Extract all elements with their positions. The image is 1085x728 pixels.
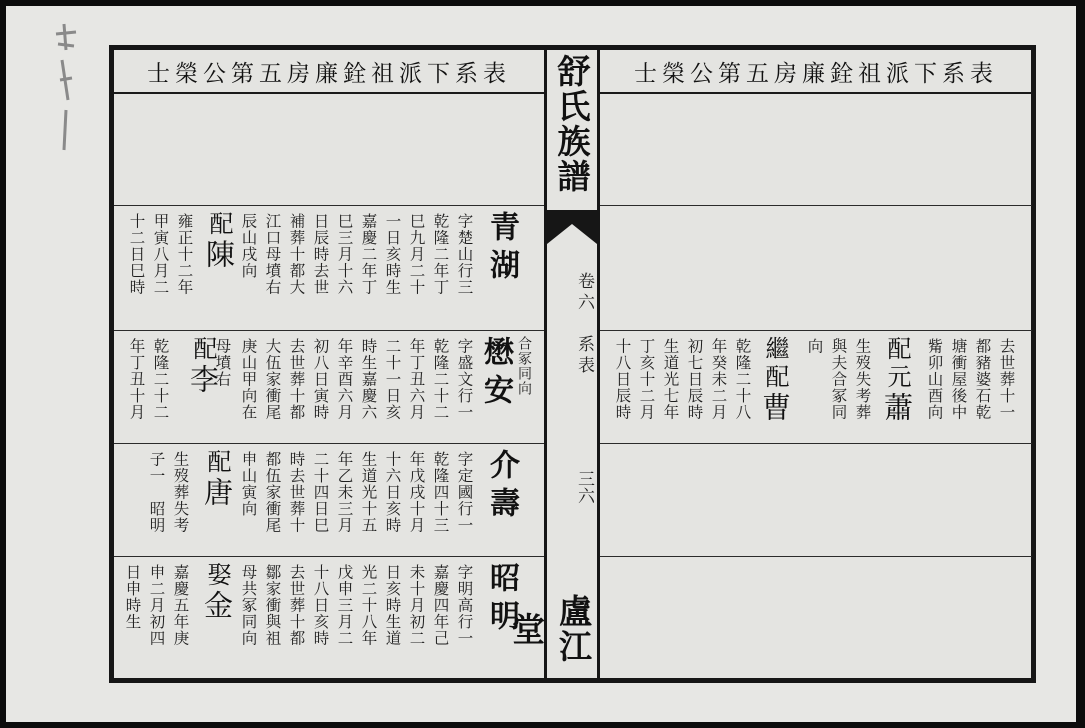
genealogy-entry (114, 207, 544, 329)
margin-stamp-mark (46, 20, 86, 160)
spouse-prefix: 配 (203, 449, 231, 477)
spouse-info-line: 年癸未二月 (709, 338, 728, 421)
bio-line: 未十月初二 (407, 564, 426, 647)
bio-line: 補葬十都大 (287, 213, 306, 296)
person-name: 介壽 (484, 449, 519, 525)
row-divider (114, 556, 544, 557)
genealogy-entry (114, 332, 544, 442)
bio-line: 年辛酉六月 (335, 338, 354, 421)
row-divider (600, 556, 1032, 557)
bio-line: 大伍家衝尾 (263, 338, 282, 421)
row-divider (600, 443, 1032, 444)
bio-line: 時去世葬十 (287, 451, 306, 534)
spouse-info-line: 與夫合冢同 (829, 338, 848, 421)
spouse-info-line: 乾隆二十八 (733, 338, 752, 421)
spouse-info-line: 丁亥十二月 (637, 338, 656, 421)
spouse-prefix: 配元 (883, 336, 911, 392)
bio-line: 光二十八年 (359, 564, 378, 647)
bio-line: 時生嘉慶六 (359, 338, 378, 421)
spouse-info-line: 雍正十二年 (175, 213, 194, 296)
spouse-info-line: 乾隆二十二 (151, 338, 170, 421)
row-divider (600, 205, 1032, 206)
bio-line: 去世葬十都 (287, 338, 306, 421)
bio-line: 辰山戌向 (239, 213, 258, 279)
right-half-title: 士榮公第五房廉銓祖派下系表 (600, 50, 1032, 94)
row-divider (600, 330, 1032, 331)
bio-line: 字盛文行一 (455, 338, 474, 421)
spouse-name (758, 336, 792, 425)
spouse-name (200, 449, 234, 510)
spouse-info-line: 向 (805, 338, 824, 355)
bio-line: 乾隆二十二 (431, 338, 450, 421)
genealogy-entry (114, 558, 544, 678)
spouse-info-line: 十八日辰時 (613, 338, 632, 421)
bio-line: 鄒家衝與祖 (263, 564, 282, 647)
spouse-name (880, 336, 914, 425)
bio-line: 塘衝屋後中 (949, 338, 968, 421)
bio-line: 江口母墳右 (263, 213, 282, 296)
bio-line: 巳三月十六 (335, 213, 354, 296)
page-scan (6, 6, 1076, 722)
spouse-prefix: 配 (189, 336, 217, 364)
bio-line: 申山寅向 (239, 451, 258, 517)
bio-line: 去世葬十都 (287, 564, 306, 647)
page-frame (109, 45, 1036, 683)
spouse-info-line: 十二日巳時 (127, 213, 146, 296)
bio-line: 巳九月二十 (407, 213, 426, 296)
bio-line: 嘉慶四年己 (431, 564, 450, 647)
volume-label: 卷六 系表 (574, 272, 594, 377)
genealogy-entry (114, 445, 544, 555)
spouse-info-line: 日申時生 (123, 564, 142, 630)
bio-line: 都豬婆石乾 (973, 338, 992, 421)
right-half-page (600, 50, 1032, 678)
row-divider (114, 330, 544, 331)
spouse-prefix: 繼配 (761, 336, 789, 392)
spouse-surname: 唐 (200, 477, 234, 510)
spouse-surname: 蕭 (880, 392, 914, 425)
spouse-name (200, 562, 234, 623)
spouse-surname: 曹 (758, 392, 792, 425)
row-divider (114, 443, 544, 444)
bio-line: 十六日亥時 (383, 451, 402, 534)
bio-line: 觜卯山酉向 (925, 338, 944, 421)
spouse-info-line: 母墳右 (213, 338, 232, 388)
spouse-prefix: 娶 (203, 562, 231, 590)
row-divider (114, 205, 544, 206)
bio-line: 乾隆四十三 (431, 451, 450, 534)
bio-line: 十八日亥時 (311, 564, 330, 647)
person-name: 昭明 (484, 562, 519, 638)
fishtail-mark (547, 210, 597, 244)
spouse-info-line: 申二月初四 (147, 564, 166, 647)
bio-line: 生道光十五 (359, 451, 378, 534)
bio-line: 字楚山行三 (455, 213, 474, 296)
spouse-info-line: 甲寅八月二 (151, 213, 170, 296)
spouse-name (202, 211, 236, 272)
left-half-page (114, 50, 544, 678)
person-name: 懋安 (478, 336, 513, 412)
bio-line: 二十一日亥 (383, 338, 402, 421)
bio-line: 戊申三月二 (335, 564, 354, 647)
bio-line: 字明高行一 (455, 564, 474, 647)
spouse-surname: 金 (200, 590, 234, 623)
spouse-prefix: 配 (205, 211, 233, 239)
page-number: 三六 (574, 470, 594, 504)
spouse-info-line: 子一 昭明 (147, 451, 166, 534)
hall-name: 盧江堂 (507, 594, 593, 664)
spouse-info-line: 年丁丑十月 (127, 338, 146, 421)
bio-line: 初八日寅時 (311, 338, 330, 421)
bio-line: 字定國行一 (455, 451, 474, 534)
spouse-info-line: 嘉慶五年庚 (171, 564, 190, 647)
bio-line: 二十四日巳 (311, 451, 330, 534)
entry-remark: 合冢同向 (516, 336, 532, 396)
bio-line: 母共冢同向 (239, 564, 258, 647)
person-name: 青湖 (484, 211, 519, 287)
spouse-surname: 李 (186, 364, 220, 397)
bio-line: 乾隆二年丁 (431, 213, 450, 296)
bio-line: 年丁丑六月 (407, 338, 426, 421)
spouse-info-line: 生道光七年 (661, 338, 680, 421)
bio-line: 日辰時去世 (311, 213, 330, 296)
spouse-name (186, 336, 220, 397)
spouse-info-line: 生歿葬失考 (171, 451, 190, 534)
spouse-info-line: 初七日辰時 (685, 338, 704, 421)
spouse-info-line: 生歿失考葬 (853, 338, 872, 421)
bio-line: 年乙未三月 (335, 451, 354, 534)
bio-line: 都伍家衝尾 (263, 451, 282, 534)
bio-line: 年戊戌十月 (407, 451, 426, 534)
bio-line: 庚山甲向在 (239, 338, 258, 421)
bio-line: 嘉慶二年丁 (359, 213, 378, 296)
book-title: 舒氏族譜 (552, 54, 592, 194)
bio-line: 一日亥時生 (383, 213, 402, 296)
bio-line: 日亥時生道 (383, 564, 402, 647)
spouse-surname: 陳 (202, 239, 236, 272)
genealogy-entry (600, 332, 1032, 442)
bio-line: 去世葬十一 (997, 338, 1016, 421)
left-half-title: 士榮公第五房廉銓祖派下系表 (114, 50, 544, 94)
